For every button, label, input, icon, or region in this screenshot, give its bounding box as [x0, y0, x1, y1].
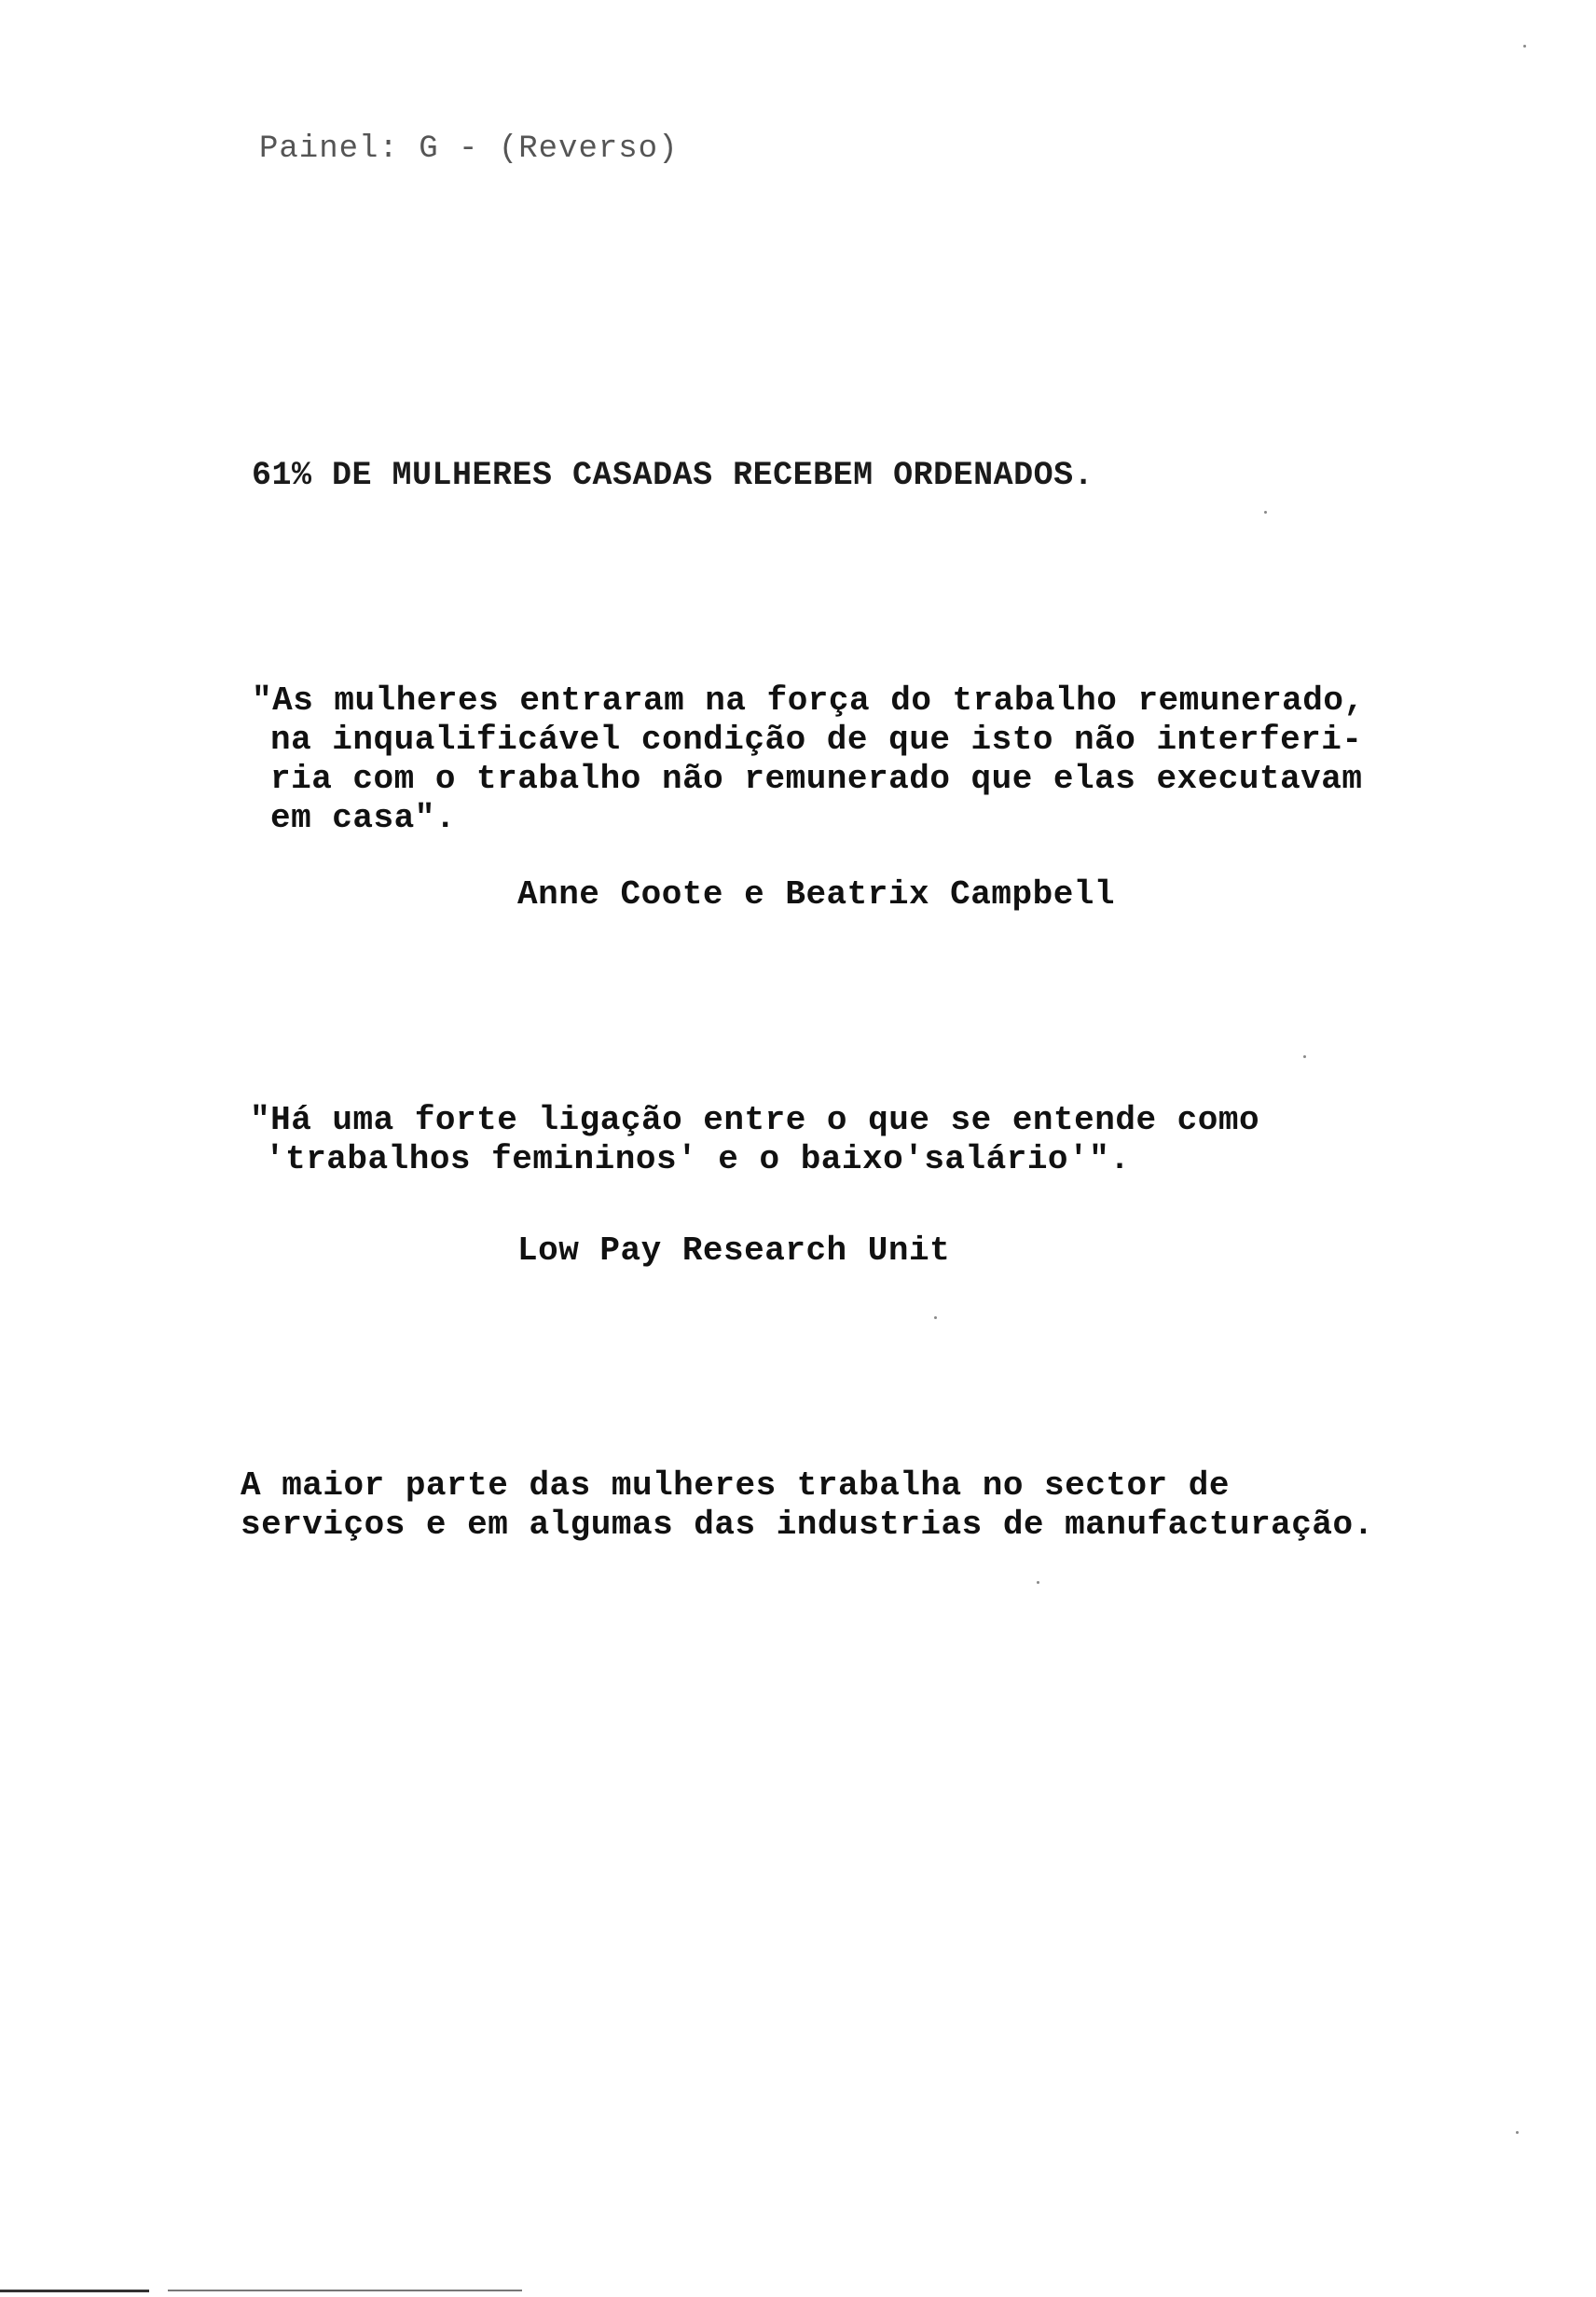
headline: 61% DE MULHERES CASADAS RECEBEM ORDENADOS.	[252, 457, 1094, 494]
quote-attribution: Anne Coote e Beatrix Campbell	[517, 875, 1116, 914]
paragraph-line: serviços e em algumas das industrias de manufacturação.	[241, 1506, 1374, 1544]
scan-edge-line	[168, 2290, 522, 2291]
paragraph-line: A maior parte das mulheres trabalha no sector de	[241, 1466, 1230, 1505]
scan-speck	[1523, 45, 1526, 48]
quote-line: 'trabalhos femininos' e o baixo'salário'".	[265, 1140, 1131, 1178]
quote-line: "As mulheres entraram na força do trabalho remunerado,	[252, 681, 1365, 720]
quote-line: em casa".	[270, 799, 456, 837]
panel-label: Painel: G - (Reverso)	[259, 131, 679, 167]
scan-speck	[1037, 1581, 1039, 1584]
quote-attribution: Low Pay Research Unit	[517, 1231, 951, 1270]
scan-speck	[1264, 511, 1267, 514]
scan-edge-line	[0, 2290, 149, 2292]
quote-line: ria com o trabalho não remunerado que elas executavam	[270, 760, 1363, 798]
scan-speck	[1516, 2131, 1519, 2134]
scan-speck	[1303, 1055, 1306, 1058]
scan-speck	[934, 1316, 937, 1319]
quote-line: "Há uma forte ligação entre o que se entende como	[250, 1101, 1260, 1139]
quote-line: na inqualificável condição de que isto não interferi-	[270, 721, 1363, 759]
